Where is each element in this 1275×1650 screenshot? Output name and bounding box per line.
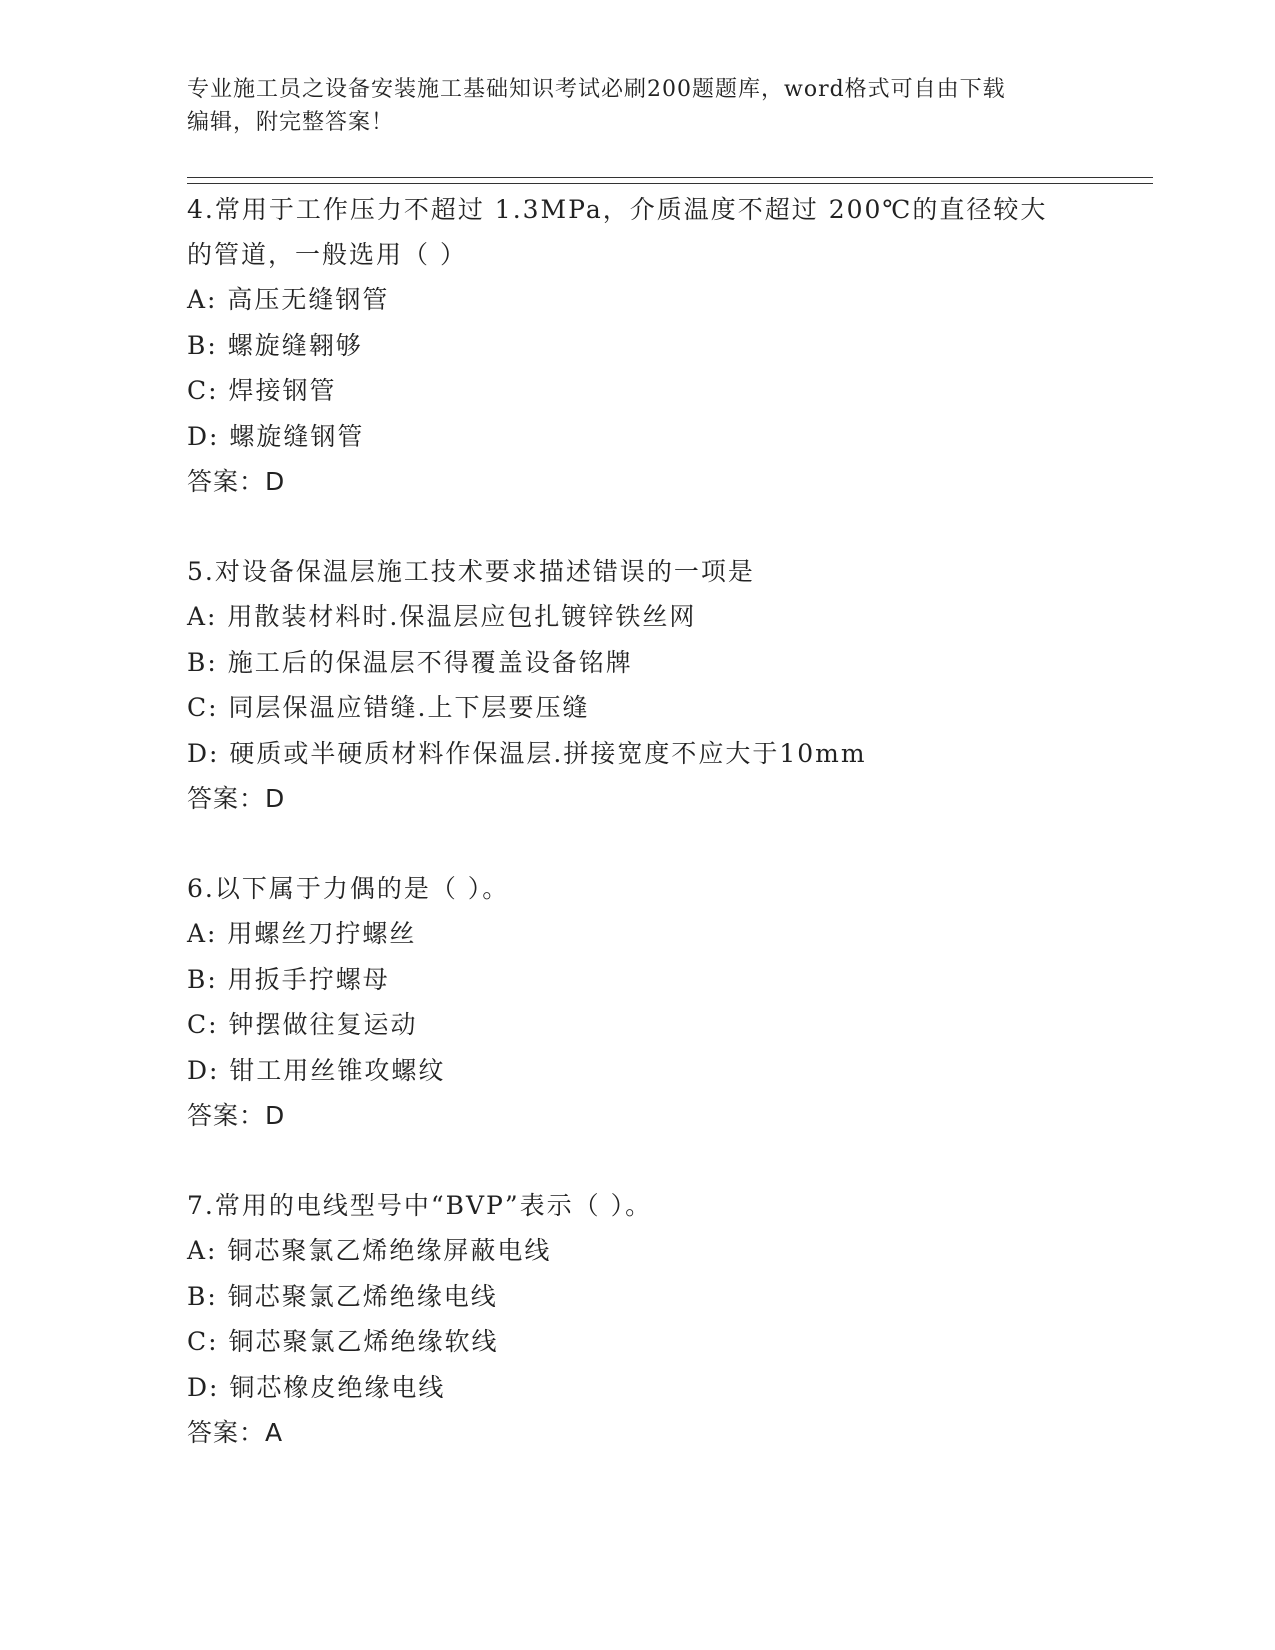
answer-line: 答案：D (187, 467, 286, 496)
answer-line: 答案：A (187, 1418, 284, 1447)
option-d: D: 铜芯橡皮绝缘电线 (187, 1372, 446, 1402)
question-5 (187, 549, 1087, 821)
option-c: C: 钟摆做往复运动 (187, 1010, 418, 1039)
question-stem: 4.常用于工作压力不超过 1.3MPa，介质温度不超过 200℃的直径较大 (187, 195, 1048, 224)
question-stem: 7.常用的电线型号中“BVP”表示（ ）。 (187, 1191, 653, 1220)
answer-line: 答案：D (187, 784, 286, 813)
question-stem: 6.以下属于力偶的是（ ）。 (187, 874, 510, 903)
header-divider-top (187, 177, 1153, 178)
option-b: B: 螺旋缝翱够 (187, 330, 363, 360)
question-list (187, 187, 1087, 1455)
question-spacer (187, 821, 1087, 866)
question-stem: 5.对设备保温层施工技术要求描述错误的一项是 (187, 557, 755, 586)
header-title-line-2: 编辑，附完整答案！ (187, 110, 395, 135)
header-divider-bottom (187, 183, 1153, 184)
answer-line: 答案：D (187, 1101, 286, 1130)
question-spacer (187, 504, 1087, 549)
option-b: B: 用扳手拧螺母 (187, 964, 390, 994)
question-stem-continued: 的管道，一般选用（ ） (187, 240, 467, 269)
option-c: C: 同层保温应错缝.上下层要压缝 (187, 693, 590, 722)
option-a: A: 用螺丝刀拧螺丝 (187, 919, 417, 948)
option-d: D: 钳工用丝锥攻螺纹 (187, 1055, 446, 1085)
question-4 (187, 187, 1087, 504)
question-7 (187, 1183, 1087, 1455)
header-title-line-1: 专业施工员之设备安装施工基础知识考试必刷200题题库，word格式可自由下载 (187, 77, 1006, 102)
question-6 (187, 866, 1087, 1138)
option-c: C: 焊接钢管 (187, 376, 337, 405)
option-a: A: 铜芯聚氯乙烯绝缘屏蔽电线 (187, 1236, 552, 1265)
option-d: D: 螺旋缝钢管 (187, 421, 365, 451)
option-b: B: 施工后的保温层不得覆盖设备铭牌 (187, 647, 633, 677)
question-spacer (187, 1138, 1087, 1183)
option-c: C: 铜芯聚氯乙烯绝缘软线 (187, 1327, 499, 1356)
option-d: D: 硬质或半硬质材料作保温层.拼接宽度不应大于10mm (187, 738, 867, 768)
document-header (187, 73, 1067, 139)
option-a: A: 高压无缝钢管 (187, 285, 390, 314)
option-b: B: 铜芯聚氯乙烯绝缘电线 (187, 1281, 498, 1311)
option-a: A: 用散装材料时.保温层应包扎镀锌铁丝网 (187, 602, 697, 631)
